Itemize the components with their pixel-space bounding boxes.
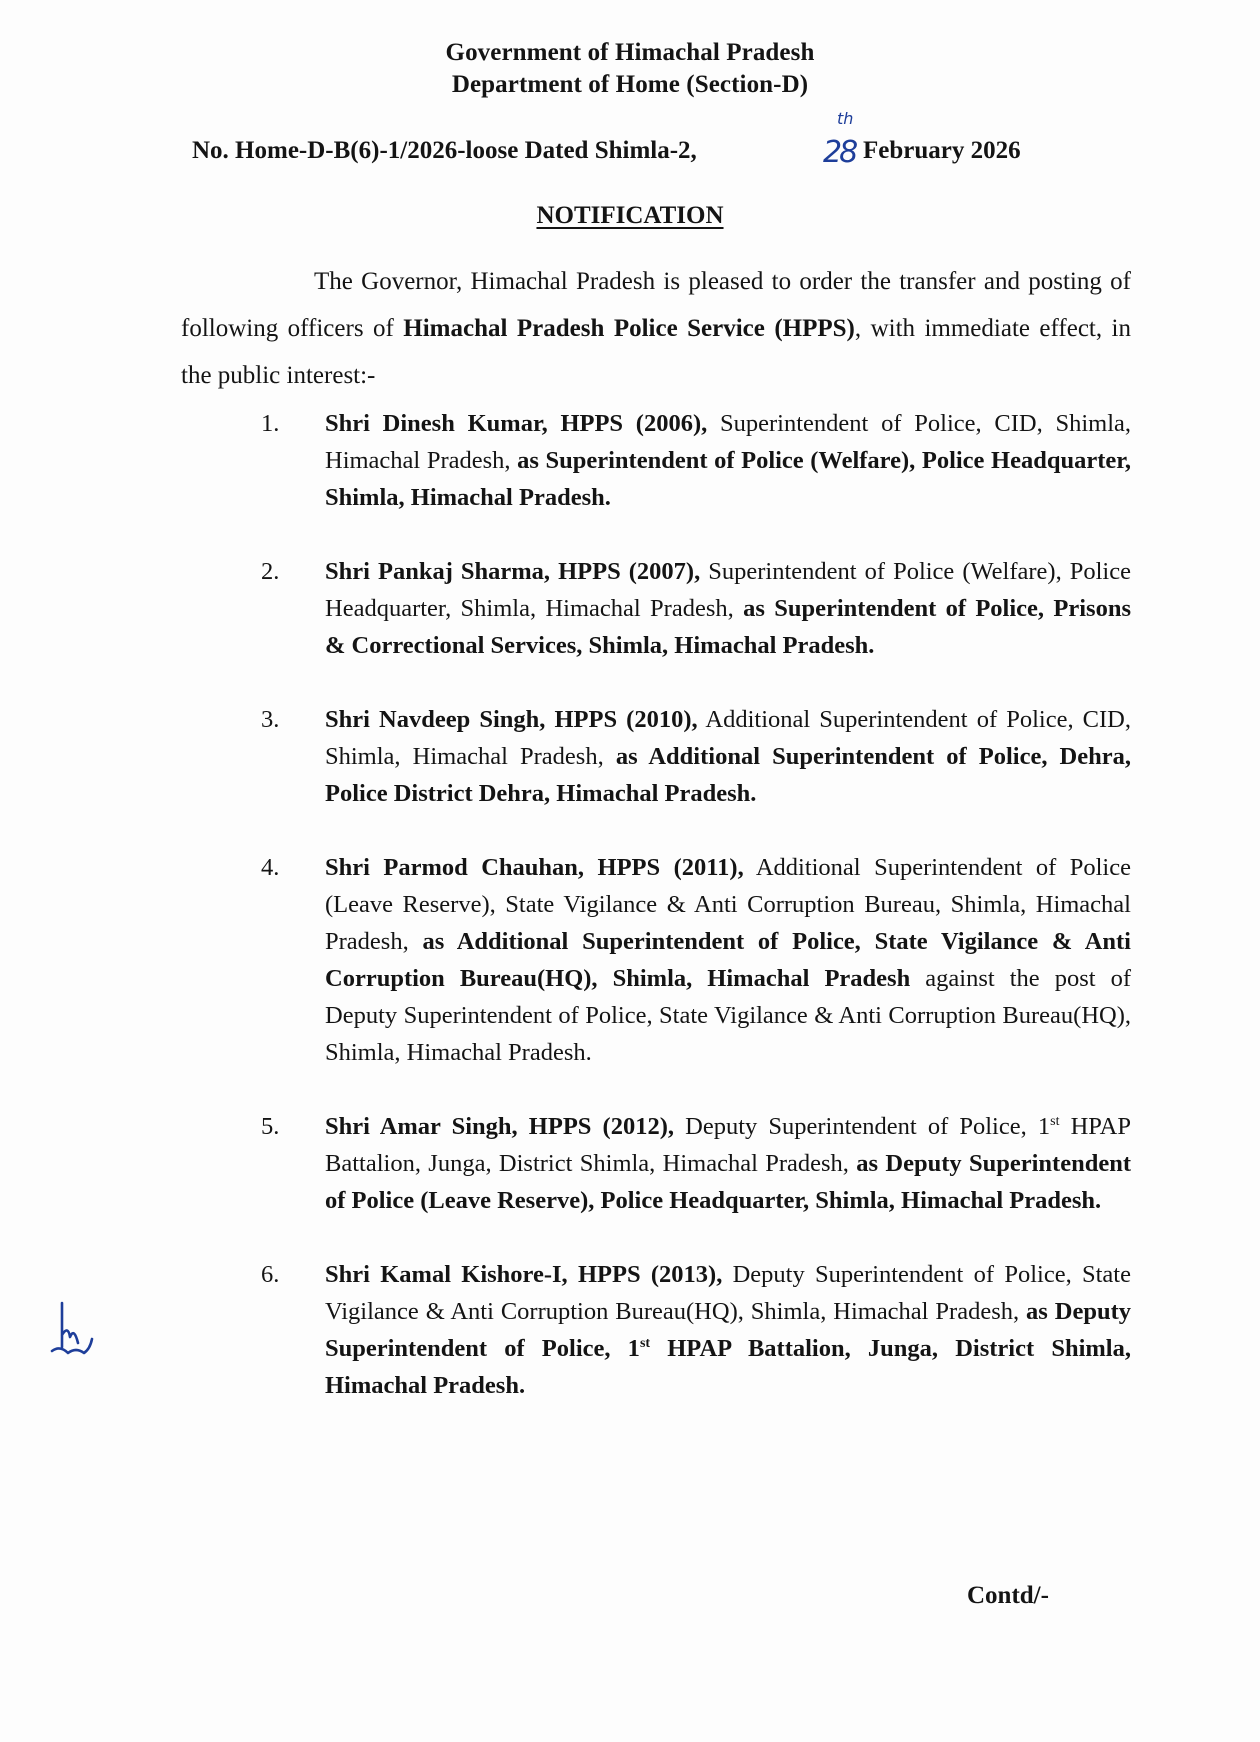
order-number: 5. — [261, 1113, 280, 1140]
government-heading: Government of Himachal Pradesh — [445, 39, 815, 66]
order-item — [181, 553, 1131, 664]
officer-name: Shri Navdeep Singh, HPPS (2010), — [325, 706, 698, 733]
new-post: as Superintendent of Police (Welfare), Police Headquarter, Shimla, Himachal Pradesh. — [325, 447, 1131, 511]
order-number: 3. — [261, 706, 280, 733]
order-number: 4. — [261, 854, 280, 881]
ordinal-suffix: st — [1050, 1113, 1060, 1129]
intro-paragraph — [181, 258, 1131, 399]
order-item — [181, 701, 1131, 812]
order-item — [181, 1108, 1131, 1219]
intro-service-name: Himachal Pradesh Police Service (HPPS) — [403, 315, 855, 342]
officer-name: Shri Parmod Chauhan, HPPS (2011), — [325, 854, 744, 881]
transfer-orders-list — [181, 405, 1131, 1441]
new-post: as Deputy Superintendent of Police (Leave Reserve), Police Headquarter, Shimla, Himachal Pradesh. — [325, 1150, 1131, 1214]
intro-text-1: The Governor, Himachal Pradesh is pleased to order the transfer and posting of following officers of — [181, 268, 1131, 342]
reference-number: No. Home-D-B(6)-1/2026-loose Dated Shimla-2, — [192, 137, 697, 164]
officer-name: Shri Amar Singh, HPPS (2012), — [325, 1113, 674, 1140]
officer-name: Shri Pankaj Sharma, HPPS (2007), — [325, 558, 701, 585]
order-item — [181, 849, 1131, 1071]
intro-text-2: , with immediate effect, in the public interest:- — [181, 315, 1132, 389]
order-number: 1. — [261, 410, 280, 437]
ordinal-suffix: st — [639, 1335, 651, 1351]
month-year: February 2026 — [863, 137, 1021, 164]
new-post: as Superintendent of Police, Prisons & Correctional Services, Shimla, Himachal Pradesh. — [325, 595, 1131, 659]
new-post-text: as Deputy Superintendent of Police, 1 — [325, 1298, 1131, 1362]
against-post-note: against the post of Deputy Superintendent of Police, State Vigilance & Anti Corruption Bureau(HQ), Shimla, Himachal Pradesh. — [325, 965, 1132, 1066]
current-post: Additional Superintendent of Police (Leave Reserve), State Vigilance & Anti Corruption Bureau, Shimla, Himachal Pradesh, — [325, 854, 1131, 955]
notification-date — [823, 109, 1021, 170]
order-number: 6. — [261, 1261, 280, 1288]
officer-name: Shri Dinesh Kumar, HPPS (2006), — [325, 410, 708, 437]
department-heading: Department of Home (Section-D) — [451, 71, 809, 98]
order-item — [181, 405, 1131, 516]
notification-title — [0, 202, 1260, 230]
handwritten-day-suffix: th — [837, 109, 854, 128]
new-post: as Additional Superintendent of Police, Dehra, Police District Dehra, Himachal Pradesh. — [325, 743, 1131, 807]
current-post-text: Deputy Superintendent of Police, 1 — [674, 1113, 1051, 1140]
officer-name: Shri Kamal Kishore-I, HPPS (2013), — [325, 1261, 723, 1288]
handwritten-initials — [46, 1295, 106, 1365]
current-post-text: HPAP Battalion, Junga, District Shimla, Himachal Pradesh, — [325, 1113, 1131, 1177]
notification-title-text: NOTIFICATION — [536, 202, 724, 229]
current-post: Deputy Superintendent of Police, State Vigilance & Anti Corruption Bureau(HQ), Shimla, Himachal Pradesh, — [325, 1261, 1131, 1325]
current-post: Superintendent of Police (Welfare), Police Headquarter, Shimla, Himachal Pradesh, — [325, 558, 1131, 622]
current-post: Additional Superintendent of Police, CID, Shimla, Himachal Pradesh, — [325, 706, 1131, 770]
new-post: as Additional Superintendent of Police, State Vigilance & Anti Corruption Bureau(HQ), Shimla, Himachal Pradesh — [325, 928, 1131, 992]
handwritten-day: 28 — [823, 135, 856, 170]
reference-line — [192, 109, 1021, 170]
order-number: 2. — [261, 558, 280, 585]
new-post-text: HPAP Battalion, Junga, District Shimla, Himachal Pradesh. — [325, 1335, 1131, 1399]
order-item — [181, 1256, 1131, 1404]
continued-marker: Contd/- — [967, 1582, 1049, 1609]
current-post: Superintendent of Police, CID, Shimla, Himachal Pradesh, — [325, 410, 1131, 474]
